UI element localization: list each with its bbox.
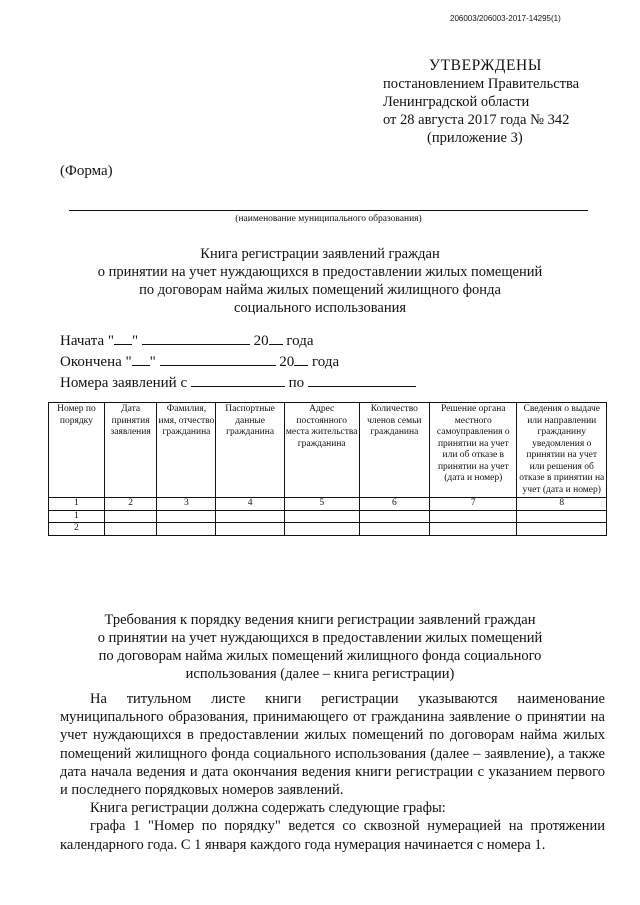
column-number: 8 [517,498,607,511]
table-cell [430,523,517,536]
table-cell [359,523,430,536]
start-year-prefix: 20 [253,333,269,349]
row-number: 1 [49,510,105,523]
end-day-blank [132,351,150,366]
end-date-line [60,351,416,372]
header-cell: Номер по порядку [49,403,105,498]
table-cell [517,510,607,523]
numbers-label: Номера заявлений с [60,375,188,391]
header-cell: Паспортные данные гражданина [216,403,284,498]
start-year-blank [269,330,283,345]
table-cell [216,510,284,523]
header-cell: Дата принятия заявления [104,403,157,498]
numbers-to-label: по [288,375,305,391]
book-title-line-4: социального использования [233,300,407,316]
requirements-title-line-2: о принятии на учет нуждающихся в предоставлении жилых помещений [97,630,543,646]
book-title [60,245,580,317]
approval-line-3: от 28 августа 2017 года № 342 [383,112,570,128]
table-cell [157,523,216,536]
table-cell [359,510,430,523]
approval-line-2: Ленинградской области [383,94,530,110]
document-number: 206003/206003-2017-14295(1) [450,14,561,23]
table-cell [216,523,284,536]
table-cell [284,510,359,523]
header-cell: Адрес постоянного места жительства гражданина [284,403,359,498]
column-number: 1 [49,498,105,511]
start-date-line [60,330,416,351]
requirements-title-line-3: по договорам найма жилых помещений жилищного фонда социального [98,648,542,664]
requirements-title-line-4: использования (далее – книга регистрации) [185,666,455,682]
start-quote: " [131,333,139,349]
column-number: 6 [359,498,430,511]
table-cell [157,510,216,523]
approval-line-4: (приложение 3) [427,130,523,146]
registration-table [48,402,607,536]
table-row [49,523,607,536]
start-month-blank [142,330,250,345]
row-number: 2 [49,523,105,536]
requirements-title-line-1: Требования к порядку ведения книги регистрации заявлений граждан [104,612,536,628]
table-cell [517,523,607,536]
approval-block [383,57,603,147]
end-quote: " [149,354,156,370]
end-year-blank [294,351,308,366]
table-cell [104,510,157,523]
book-title-line-1: Книга регистрации заявлений граждан [200,246,440,262]
table-row [49,510,607,523]
book-title-line-2: о принятии на учет нуждающихся в предоставлении жилых помещений [97,264,543,280]
column-number: 5 [284,498,359,511]
column-number: 2 [104,498,157,511]
header-cell: Фамилия, имя, отчество гражданина [157,403,216,498]
table-header-row [49,403,607,498]
paragraph-1: На титульном листе книги регистрации указываются наименование муниципального образования, принимающего от гражданина заявление о принятии на учет нуждающихся в предоставлении жилых помещений по договорам найма жилых помещений жилищного фонда социального использования (далее – заявление), а также дата начала ведения и дата окончания ведения книги регистрации с указанием первого и последнего порядковых номеров заявлений. [60,691,605,799]
paragraph-2: Книга регистрации должна содержать следующие графы: [90,800,446,817]
column-number: 4 [216,498,284,511]
approval-line-1: постановлением Правительства [383,76,580,92]
requirements-title [60,611,580,683]
start-day-blank [114,330,132,345]
end-label: Окончена " [60,354,132,370]
header-cell: Сведения о выдаче или направлении гражданину уведомления о принятии на учет или решения об отказе в принятии на учет (дата и номер) [517,403,607,498]
municipality-caption: (наименование муниципального образования) [235,214,422,224]
column-number-row [49,498,607,511]
header-cell: Решение органа местного самоуправления о принятии на учет или об отказе в принятии на учет (дата и номер) [430,403,517,498]
approval-title: УТВЕРЖДЕНЫ [429,57,542,74]
table-cell [284,523,359,536]
paragraph-3: графа 1 "Номер по порядку" ведется со сквозной нумерацией на протяжении календарного года. С 1 января каждого года нумерация начинается с номера 1. [60,818,605,853]
numbers-from-blank [191,372,285,387]
column-number: 3 [157,498,216,511]
numbers-to-blank [308,372,416,387]
end-year-prefix: 20 [279,354,295,370]
numbers-line [60,372,416,393]
start-label: Начата " [60,333,114,349]
end-month-blank [160,351,276,366]
start-year-word: года [286,333,314,349]
form-label: (Форма) [60,163,113,179]
table-cell [104,523,157,536]
municipality-line [69,210,588,211]
table-cell [430,510,517,523]
book-title-line-3: по договорам найма жилых помещений жилищного фонда [139,282,501,298]
column-number: 7 [430,498,517,511]
dates-block [60,330,416,393]
body-text [60,690,605,854]
end-year-word: года [312,354,340,370]
header-cell: Количество членов семьи гражданина [359,403,430,498]
